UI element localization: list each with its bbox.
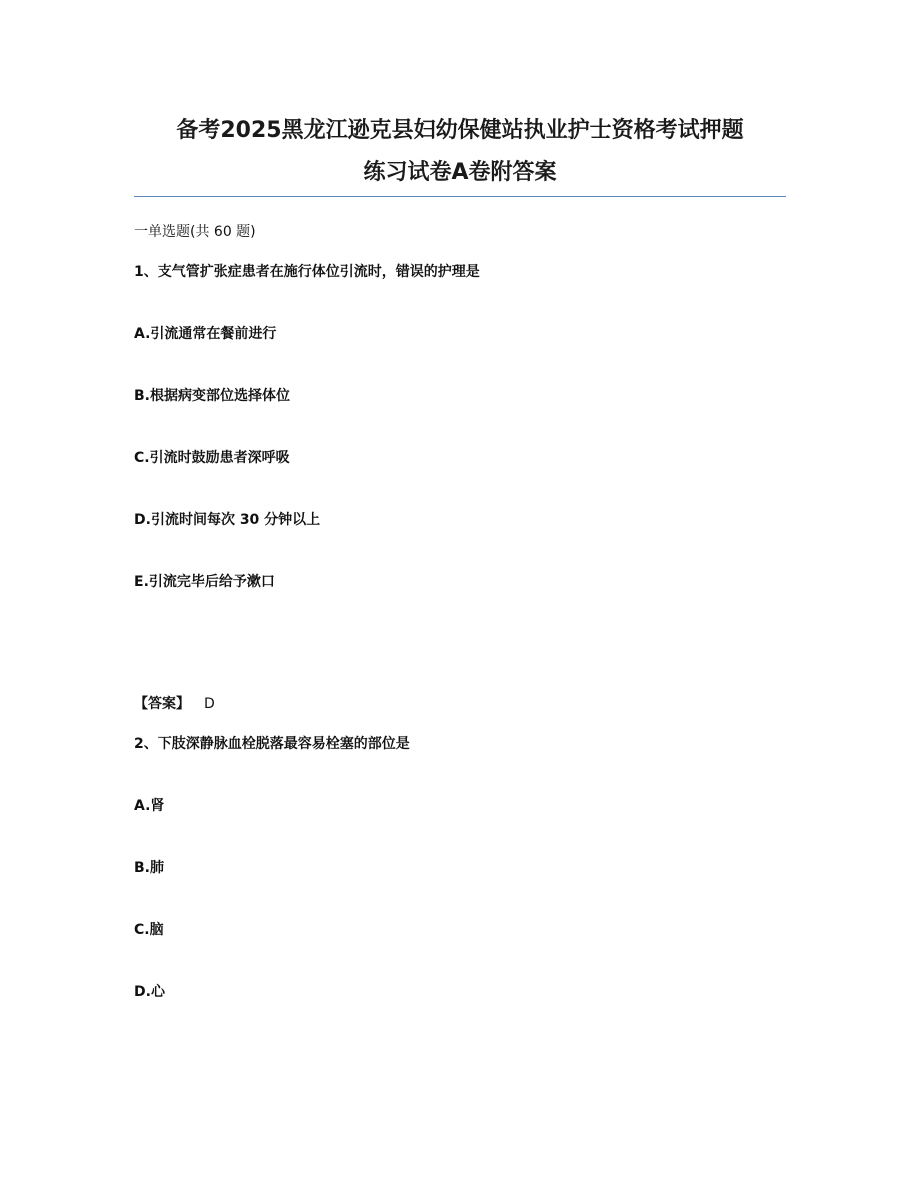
question-1-option-e: E.引流完毕后给予漱口 xyxy=(134,574,275,590)
question-1-stem: 1、支气管扩张症患者在施行体位引流时，错误的护理是 xyxy=(134,264,480,280)
document-title-line-1: 备考2025黑龙江逊克县妇幼保健站执业护士资格考试押题 xyxy=(176,118,744,143)
question-1-option-a: A.引流通常在餐前进行 xyxy=(134,326,277,342)
question-1-answer xyxy=(134,694,215,714)
question-2-stem: 2、下肢深静脉血栓脱落最容易栓塞的部位是 xyxy=(134,736,410,752)
question-2-option-b: B.肺 xyxy=(134,860,164,876)
question-2-option-a: A.肾 xyxy=(134,798,165,814)
question-2-option-c: C.脑 xyxy=(134,922,164,938)
document-title-line-2: 练习试卷A卷附答案 xyxy=(363,160,557,185)
answer-label: 【答案】 xyxy=(134,696,190,712)
question-1-option-c: C.引流时鼓励患者深呼吸 xyxy=(134,450,290,466)
answer-value: D xyxy=(204,696,215,712)
title-underline xyxy=(134,196,786,197)
question-1-option-b: B.根据病变部位选择体位 xyxy=(134,388,290,404)
question-1-option-d: D.引流时间每次 30 分钟以上 xyxy=(134,512,321,528)
question-2-option-d: D.心 xyxy=(134,984,165,1000)
section-heading: 一单选题(共 60 题) xyxy=(134,224,256,240)
